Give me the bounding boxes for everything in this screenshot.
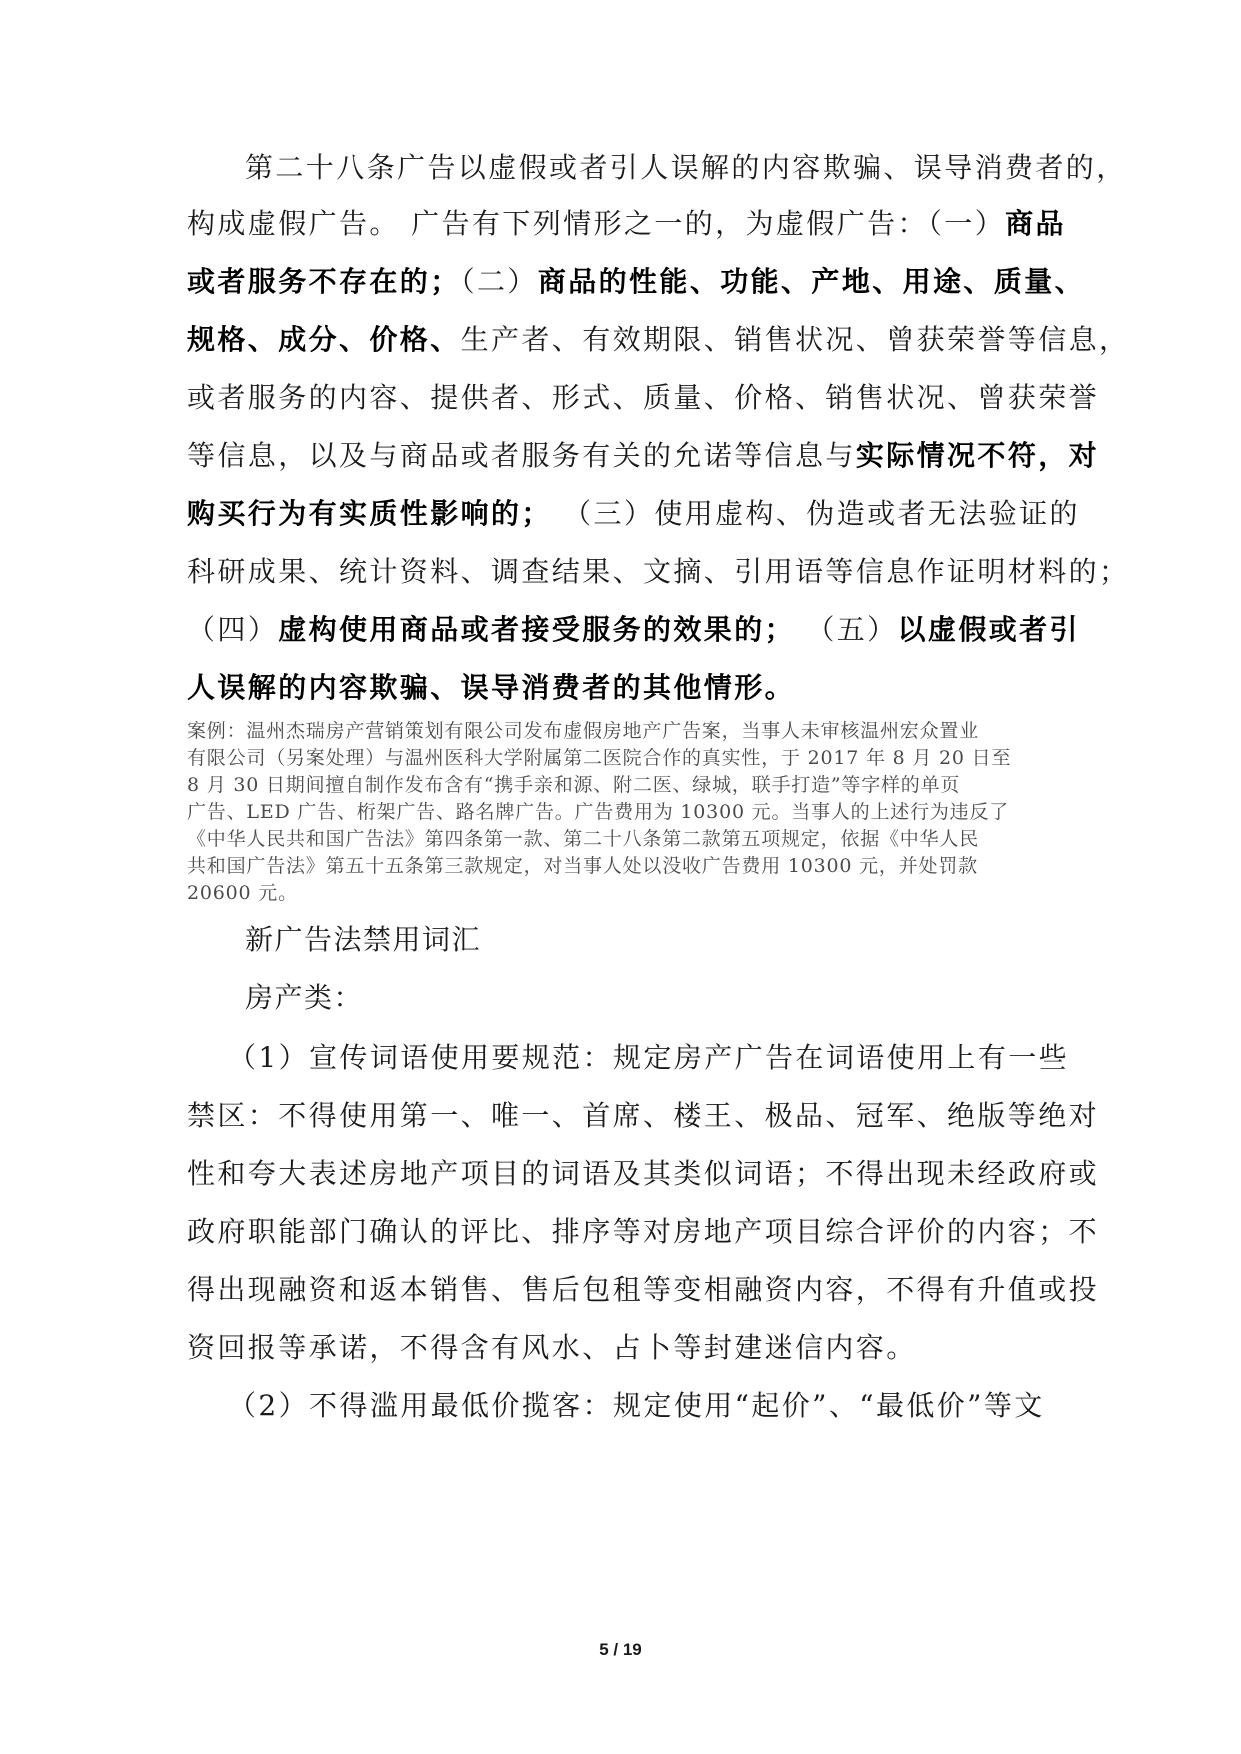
article-line-1 <box>245 148 1127 188</box>
article-text: 构成虚假广告。 广告有下列情形之一的，为虚假广告：（一） <box>187 207 1006 240</box>
rule1-line-4: 政府职能部门确认的评比、排序等对房地产项目综合评价的内容；不 <box>187 1215 1100 1248</box>
section-heading: 新广告法禁用词汇 <box>245 923 482 956</box>
article-text: 科研成果、统计资料、调查结果、文摘、引用语等信息作证明材料的； <box>187 555 1130 588</box>
category-label: 房产类： <box>245 981 364 1014</box>
rule1-line-2: 禁区：不得使用第一、唯一、首席、楼王、极品、冠军、绝版等绝对 <box>187 1099 1100 1132</box>
case-line-6: 共和国广告法》第五十五条第三款规定，对当事人处以没收广告费用 10300 元，并处罚款 <box>187 855 978 877</box>
article-line-8 <box>187 552 1129 592</box>
article-bold-text: 商品的性能、功能、产地、用途、质量、 <box>537 265 1086 298</box>
article-line-6 <box>187 436 1099 476</box>
article-bold-text: 商品 <box>1005 207 1066 240</box>
case-line-2: 有限公司（另案处理）与温州医科大学附属第二医院合作的真实性，于 2017 年 8 月 20 日至 <box>187 747 1012 769</box>
article-bold-text: 或者服务不存在的； <box>187 265 461 298</box>
article-bold-text: 虚构使用商品或者接受服务的效果的； <box>278 613 796 646</box>
rule2-line-1: （2）不得滥用最低价揽客：规定使用“起价”、“最低价”等文 <box>228 1389 1045 1422</box>
rule1-line-1: （1）宣传词语使用要规范：规定房产广告在词语使用上有一些 <box>228 1041 1070 1074</box>
article-text: 或者服务的内容、提供者、形式、质量、价格、销售状况、曾获荣誉 <box>187 381 1100 414</box>
article-line-2 <box>187 204 1066 244</box>
article-line-5 <box>187 378 1099 418</box>
rule1-line-6: 资回报等承诺，不得含有风水、占卜等封建迷信内容。 <box>187 1331 917 1364</box>
article-text: 第二十八条广告以虚假或者引人误解的内容欺骗、误导消费者的， <box>245 151 1127 184</box>
article-bold-text: 实际情况不符，对 <box>855 439 1100 472</box>
case-line-7: 20600 元。 <box>187 882 298 904</box>
article-bold-text: 购买行为有实质性影响的； <box>187 497 552 530</box>
case-line-1: 案例：温州杰瑞房产营销策划有限公司发布虚假房地产广告案，当事人未审核温州宏众置业 <box>187 720 980 742</box>
article-text: （五） <box>795 613 898 646</box>
article-line-4 <box>187 320 1129 360</box>
page-number: 5 / 19 <box>599 1640 642 1659</box>
article-text: 等信息，以及与商品或者服务有关的允诺等信息与 <box>187 439 856 472</box>
article-text: （三）使用虚构、伪造或者无法验证的 <box>551 497 1080 530</box>
article-text: （二） <box>460 265 538 298</box>
article-bold-text: 规格、成分、价格、 <box>187 323 461 356</box>
article-text: 生产者、有效期限、销售状况、曾获荣誉等信息， <box>460 323 1130 356</box>
case-line-4: 广告、LED 广告、桁架广告、路名牌广告。广告费用为 10300 元。当事人的上述行为违反了 <box>187 801 1010 823</box>
article-line-3 <box>187 262 1085 302</box>
article-bold-text: 以虚假或者引 <box>897 613 1080 646</box>
article-text: （四） <box>187 613 279 646</box>
article-line-9 <box>187 610 1080 650</box>
case-line-5: 《中华人民共和国广告法》第四条第一款、第二十八条第二款第五项规定，依据《中华人民 <box>187 828 980 850</box>
rule1-line-3: 性和夸大表述房地产项目的词语及其类似词语；不得出现未经政府或 <box>187 1157 1100 1190</box>
rule1-line-5: 得出现融资和返本销售、售后包租等变相融资内容，不得有升值或投 <box>187 1273 1100 1306</box>
article-bold-text: 人误解的内容欺骗、误导消费者的其他情形。 <box>187 671 796 704</box>
case-line-3: 8 月 30 日期间擅自制作发布含有“携手亲和源、附二医、绿城，联手打造”等字样的单页 <box>187 774 961 796</box>
article-line-10 <box>187 668 795 708</box>
article-line-7 <box>187 494 1080 534</box>
